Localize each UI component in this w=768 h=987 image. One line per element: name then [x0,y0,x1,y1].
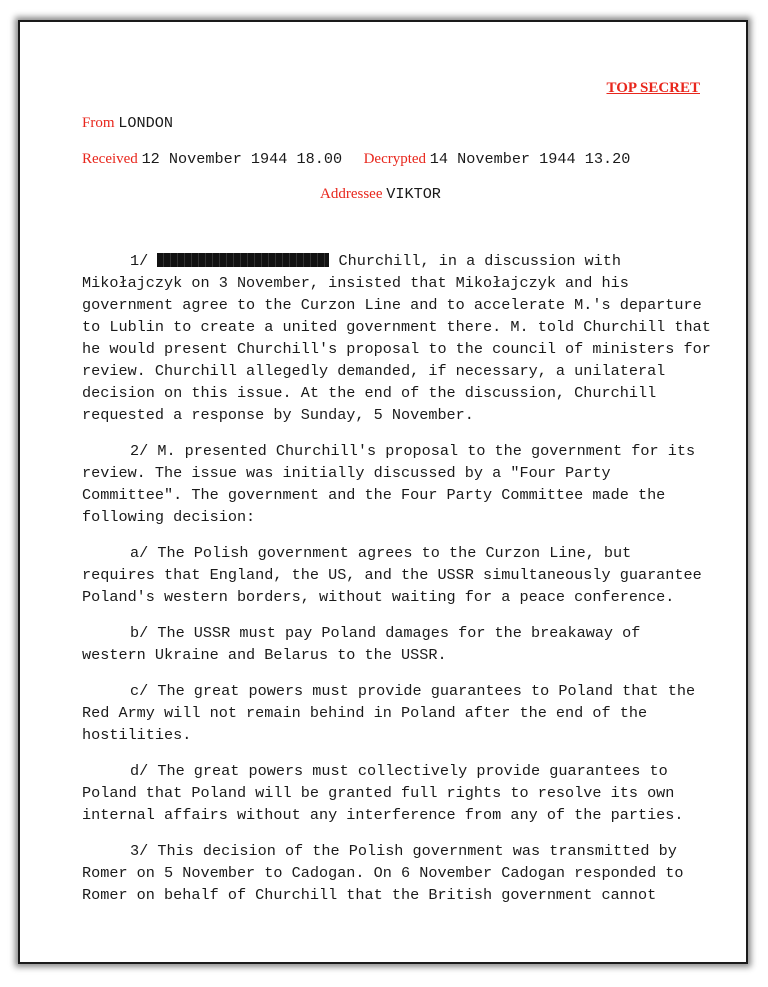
received-value: 12 November 1944 18.00 [141,150,343,168]
paragraph-2c: c/ The great powers must provide guarantees to Poland that the Red Army will not remain behind in Poland after the end of the hostilities. [82,682,696,744]
received-line [82,150,630,168]
addressee-label: Addressee [320,186,383,202]
paragraph-1-number: 1/ [130,252,149,270]
paragraph-2d: d/ The great powers must collectively provide guarantees to Poland that Poland will be granted full rights to resolve its own internal affairs without any interference from any of the parties. [82,762,684,824]
from-label: From [82,115,115,131]
decrypted-value: 14 November 1944 13.20 [429,150,631,168]
document-page [18,20,748,964]
received-label: Received [82,151,138,167]
paragraph-3: 3/ This decision of the Polish government was transmitted by Romer on 5 November to Cadogan. On 6 November Cadogan responded to Romer on behalf of Churchill that the British government cannot [82,842,684,904]
paragraph-1 [82,250,712,426]
paragraph-2: 2/ M. presented Churchill's proposal to the government for its review. The issue was initially discussed by a "Four Party Committee". The government and the Four Party Committee made the following decision: [82,442,696,526]
addressee-value: VIKTOR [386,185,441,203]
message-body [82,250,712,920]
redaction-bar [157,253,329,267]
addressee-line [320,185,441,203]
paragraph-1-text: Churchill, in a discussion with Mikołajczyk on 3 November, insisted that Mikołajczyk and his government agree to the Curzon Line and to accelerate M.'s departure to Lublin to create a united government there. M. told Churchill that he would present Churchill's proposal to the council of ministers for review. Churchill allegedly demanded, if necessary, a unilateral decision on this issue. At the end of the discussion, Churchill requested a response by Sunday, 5 November. [82,252,711,424]
classification-stamp: TOP SECRET [606,80,700,96]
from-value: LONDON [118,114,173,132]
decrypted-label: Decrypted [363,151,427,167]
from-line [82,114,173,132]
paragraph-2a: a/ The Polish government agrees to the Curzon Line, but requires that England, the US, and the USSR simultaneously guarantee Poland's western borders, without waiting for a peace conference. [82,544,702,606]
paragraph-2b: b/ The USSR must pay Poland damages for the breakaway of western Ukraine and Belarus to the USSR. [82,624,641,664]
